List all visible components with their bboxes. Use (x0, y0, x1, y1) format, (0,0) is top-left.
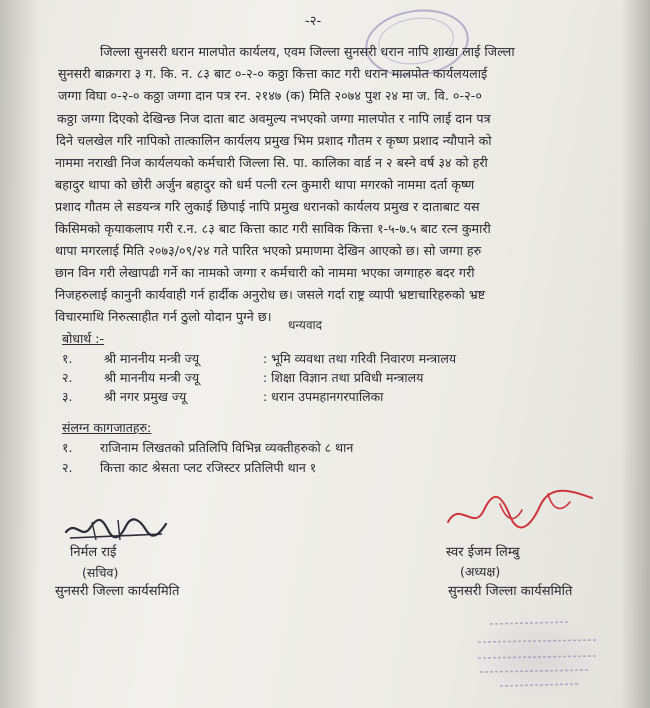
attachment-number: १. (62, 440, 73, 455)
body-line: जिल्ला सुनसरी धरान मालपोत कार्यलय, एवम जिल्ला सुनसरी धरान नापि शाखा लाई जिल्ला (100, 44, 515, 59)
cc-item-office: : भूमि व्यवथा तथा गरिवी निवारण मन्त्रालय (263, 351, 457, 366)
body-line: नाममा नराखी निज कार्यलयको कर्मचारी जिल्ला सि. पा. कालिका वार्ड न २ बस्ने वर्ष ३४ को हरी (55, 155, 488, 170)
cc-heading: बोधार्थ :- (62, 331, 104, 346)
body-line: विचारमाथि निरुत्साहीत गर्न ठुलो योदान पुग्ने छ। (55, 309, 272, 324)
cc-item-number: १. (62, 351, 73, 366)
secretary-name: निर्मल राई (70, 545, 117, 560)
thanks-text: धन्यवाद (288, 318, 323, 332)
body-line: किसिमको कृयाकलाप गरी र.न. ८३ बाट कित्ता काट गरी साविक कित्ता १-५-७.५ बाट रत्न कुमारी (55, 221, 491, 236)
page-shadow-right (620, 0, 650, 708)
body-line: छान विन गरी लेखापढी गर्ने का नामको जग्गा र कर्मचारी को नाममा भएका जग्गाहरु बदर गरी (55, 265, 475, 280)
body-line: दिने चलखेल गरि नापिको तात्कालिन कार्यलय प्रमुख भिम प्रशाद गौतम र कृष्ण प्रशाद न्यौपाने को (56, 133, 492, 148)
body-line: प्रशाद गौतम ले सडयन्त्र गरि लुकाई छिपाई नापि प्रमुख धरानको कार्यलय प्रमुख र दाताबाट यस (55, 199, 480, 214)
chairperson-org: सुनसरी जिल्ला कार्यसमिति (448, 584, 573, 599)
cc-item-number: ३. (62, 389, 73, 404)
attachment-number: २. (62, 460, 73, 475)
attachment-text: कित्ता काट श्रेसता प्लट रजिस्टर प्रतिलिपी थान १ (100, 460, 317, 475)
cc-item-recipient: श्री माननीय मन्त्री ज्यू (104, 370, 200, 385)
chairperson-name: स्वर ईजम लिम्बु (446, 545, 520, 560)
secretary-signature (62, 510, 172, 550)
cc-item-office: : शिक्षा विज्ञान तथा प्रविधी मन्त्रालय (263, 370, 424, 385)
attachment-text: राजिनाम लिखतको प्रतिलिपि विभिन्न व्यक्तीहरुको ८ थान (100, 440, 354, 455)
chairperson-role: (अध्यक्ष) (460, 564, 501, 579)
cc-item-office: : धरान उपमहानगरपालिका (263, 389, 384, 404)
attachments-heading: संलग्न कागजातहरु: (62, 420, 152, 435)
page-shadow-left (0, 0, 40, 708)
body-line: कठ्ठा जग्गा दिएको देखिन्छ निज दाता बाट अवमुल्य नभएको जग्गा मालपोत र नापि लाई दान पत्र (57, 111, 491, 126)
faint-stamp-lines (470, 612, 610, 702)
body-line: थापा मगरलाई मिति २०७३/०९/२४ गते पारित भएको प्रमाणमा देखिन आएको छ। सो जग्गा हरु (55, 243, 482, 258)
cc-item-number: २. (62, 370, 73, 385)
secretary-role: (सचिव) (82, 565, 119, 580)
body-line: निजहरुलाई कानुनी कार्यवाही गर्न हार्दीक अनुरोध छ। जसले गर्दा राष्ट्र व्यापी भ्रष्टाचारिहरुको भ्रष्ट (55, 287, 486, 302)
body-line: बहादुर थापा को छोरी अर्जुन बहादुर को धर्म पत्नी रत्न कुमारी थापा मगरको नाममा दर्ता कृष्ण (55, 177, 475, 192)
chairperson-signature (440, 480, 600, 540)
secretary-org: सुनसरी जिल्ला कार्यसमिति (55, 584, 180, 599)
page-number: -२- (305, 14, 322, 29)
body-line: सुनसरी बाक्रगरा ३ ग. कि. न. ८३ बाट ०-२-० कठ्ठा कित्ता काट गरी धरान मालपोत कार्यलयलाई (58, 66, 488, 81)
cc-item-recipient: श्री नगर प्रमुख ज्यू (104, 389, 187, 404)
body-line: जग्गा विघा ०-२-० कठ्ठा जग्गा दान पत्र रन. २१४७ (क) मिति २०७४ पुश २४ मा ज. वि. ०-२-० (58, 88, 482, 103)
cc-item-recipient: श्री माननीय मन्त्री ज्यू (104, 351, 200, 366)
